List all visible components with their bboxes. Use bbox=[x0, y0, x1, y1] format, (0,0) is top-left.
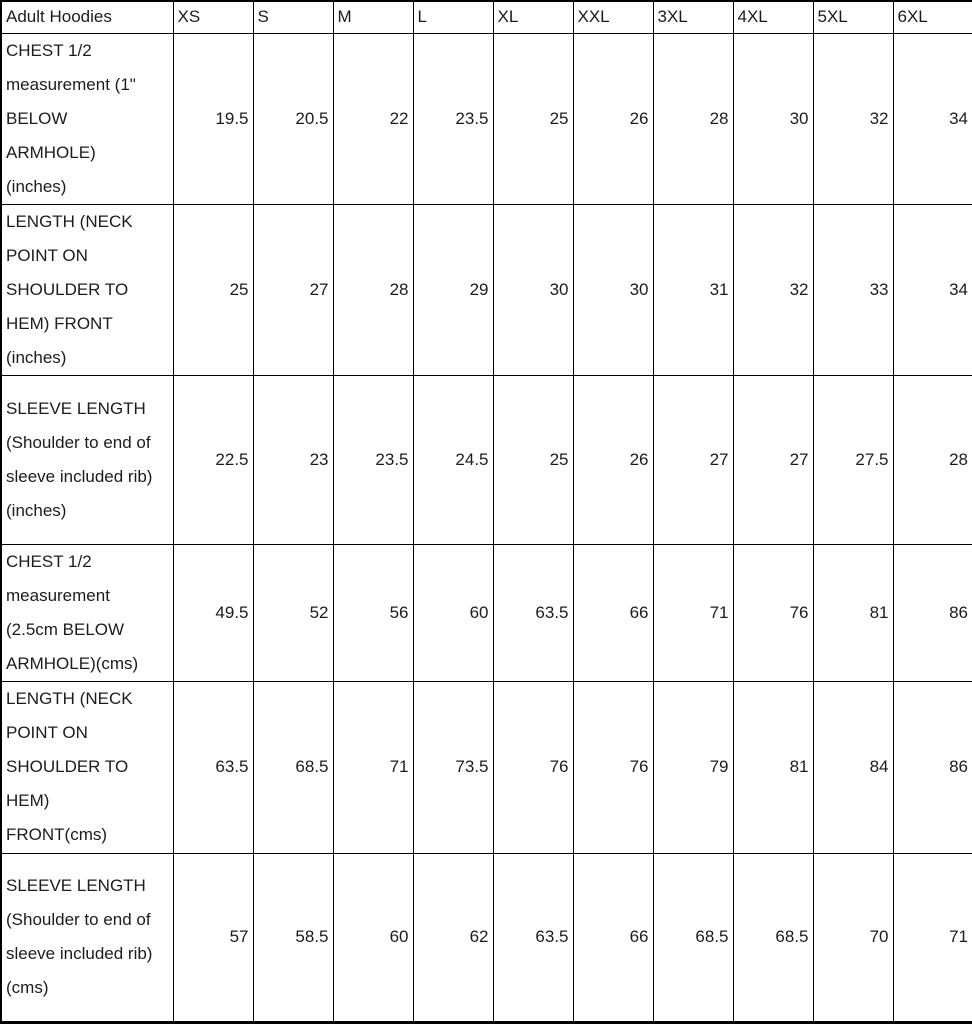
value-cell: 23.5 bbox=[333, 375, 413, 544]
value-cell: 86 bbox=[893, 544, 972, 681]
value-cell: 66 bbox=[573, 544, 653, 681]
value-cell: 49.5 bbox=[173, 544, 253, 681]
row-label: CHEST 1/2 measurement (1" BELOW ARMHOLE) (inches) bbox=[1, 33, 173, 204]
value-cell: 70 bbox=[813, 853, 893, 1022]
value-cell: 63.5 bbox=[173, 681, 253, 853]
table-row-length-cms bbox=[1, 681, 972, 853]
value-cell: 62 bbox=[413, 853, 493, 1022]
col-header-6xl: 6XL bbox=[893, 1, 972, 33]
value-cell: 71 bbox=[893, 853, 972, 1022]
col-header-s: S bbox=[253, 1, 333, 33]
value-cell: 22.5 bbox=[173, 375, 253, 544]
value-cell: 56 bbox=[333, 544, 413, 681]
table-title: Adult Hoodies bbox=[1, 1, 173, 33]
value-cell: 30 bbox=[493, 204, 573, 375]
table-row-sleeve-cms bbox=[1, 853, 972, 1022]
row-label: CHEST 1/2 measurement (2.5cm BELOW ARMHOLE)(cms) bbox=[1, 544, 173, 681]
value-cell: 63.5 bbox=[493, 544, 573, 681]
value-cell: 32 bbox=[813, 33, 893, 204]
value-cell: 25 bbox=[493, 33, 573, 204]
col-header-4xl: 4XL bbox=[733, 1, 813, 33]
value-cell: 76 bbox=[493, 681, 573, 853]
table-row-chest-inches bbox=[1, 33, 972, 204]
value-cell: 25 bbox=[493, 375, 573, 544]
header-row bbox=[1, 1, 972, 33]
table-row-sleeve-inches bbox=[1, 375, 972, 544]
value-cell: 27 bbox=[253, 204, 333, 375]
value-cell: 52 bbox=[253, 544, 333, 681]
value-cell: 66 bbox=[573, 853, 653, 1022]
value-cell: 81 bbox=[733, 681, 813, 853]
value-cell: 73.5 bbox=[413, 681, 493, 853]
value-cell: 81 bbox=[813, 544, 893, 681]
value-cell: 28 bbox=[893, 375, 972, 544]
value-cell: 26 bbox=[573, 375, 653, 544]
value-cell: 24.5 bbox=[413, 375, 493, 544]
value-cell: 30 bbox=[573, 204, 653, 375]
value-cell: 29 bbox=[413, 204, 493, 375]
value-cell: 31 bbox=[653, 204, 733, 375]
table-row-length-inches bbox=[1, 204, 972, 375]
value-cell: 84 bbox=[813, 681, 893, 853]
col-header-m: M bbox=[333, 1, 413, 33]
value-cell: 27.5 bbox=[813, 375, 893, 544]
value-cell: 20.5 bbox=[253, 33, 333, 204]
value-cell: 58.5 bbox=[253, 853, 333, 1022]
col-header-l: L bbox=[413, 1, 493, 33]
value-cell: 30 bbox=[733, 33, 813, 204]
value-cell: 33 bbox=[813, 204, 893, 375]
row-label: LENGTH (NECK POINT ON SHOULDER TO HEM) FRONT (inches) bbox=[1, 204, 173, 375]
value-cell: 68.5 bbox=[253, 681, 333, 853]
col-header-3xl: 3XL bbox=[653, 1, 733, 33]
value-cell: 68.5 bbox=[733, 853, 813, 1022]
value-cell: 22 bbox=[333, 33, 413, 204]
value-cell: 34 bbox=[893, 204, 972, 375]
value-cell: 86 bbox=[893, 681, 972, 853]
value-cell: 79 bbox=[653, 681, 733, 853]
value-cell: 63.5 bbox=[493, 853, 573, 1022]
col-header-xxl: XXL bbox=[573, 1, 653, 33]
value-cell: 68.5 bbox=[653, 853, 733, 1022]
col-header-xs: XS bbox=[173, 1, 253, 33]
value-cell: 71 bbox=[333, 681, 413, 853]
value-cell: 23.5 bbox=[413, 33, 493, 204]
value-cell: 23 bbox=[253, 375, 333, 544]
col-header-xl: XL bbox=[493, 1, 573, 33]
table-row-chest-cms bbox=[1, 544, 972, 681]
value-cell: 34 bbox=[893, 33, 972, 204]
row-label: SLEEVE LENGTH (Shoulder to end of sleeve included rib) (cms) bbox=[1, 853, 173, 1022]
col-header-5xl: 5XL bbox=[813, 1, 893, 33]
value-cell: 76 bbox=[573, 681, 653, 853]
value-cell: 60 bbox=[333, 853, 413, 1022]
value-cell: 57 bbox=[173, 853, 253, 1022]
value-cell: 19.5 bbox=[173, 33, 253, 204]
value-cell: 28 bbox=[653, 33, 733, 204]
value-cell: 25 bbox=[173, 204, 253, 375]
value-cell: 28 bbox=[333, 204, 413, 375]
value-cell: 76 bbox=[733, 544, 813, 681]
value-cell: 27 bbox=[653, 375, 733, 544]
value-cell: 27 bbox=[733, 375, 813, 544]
value-cell: 60 bbox=[413, 544, 493, 681]
row-label: SLEEVE LENGTH (Shoulder to end of sleeve included rib) (inches) bbox=[1, 375, 173, 544]
value-cell: 26 bbox=[573, 33, 653, 204]
value-cell: 32 bbox=[733, 204, 813, 375]
row-label: LENGTH (NECK POINT ON SHOULDER TO HEM) FRONT(cms) bbox=[1, 681, 173, 853]
value-cell: 71 bbox=[653, 544, 733, 681]
